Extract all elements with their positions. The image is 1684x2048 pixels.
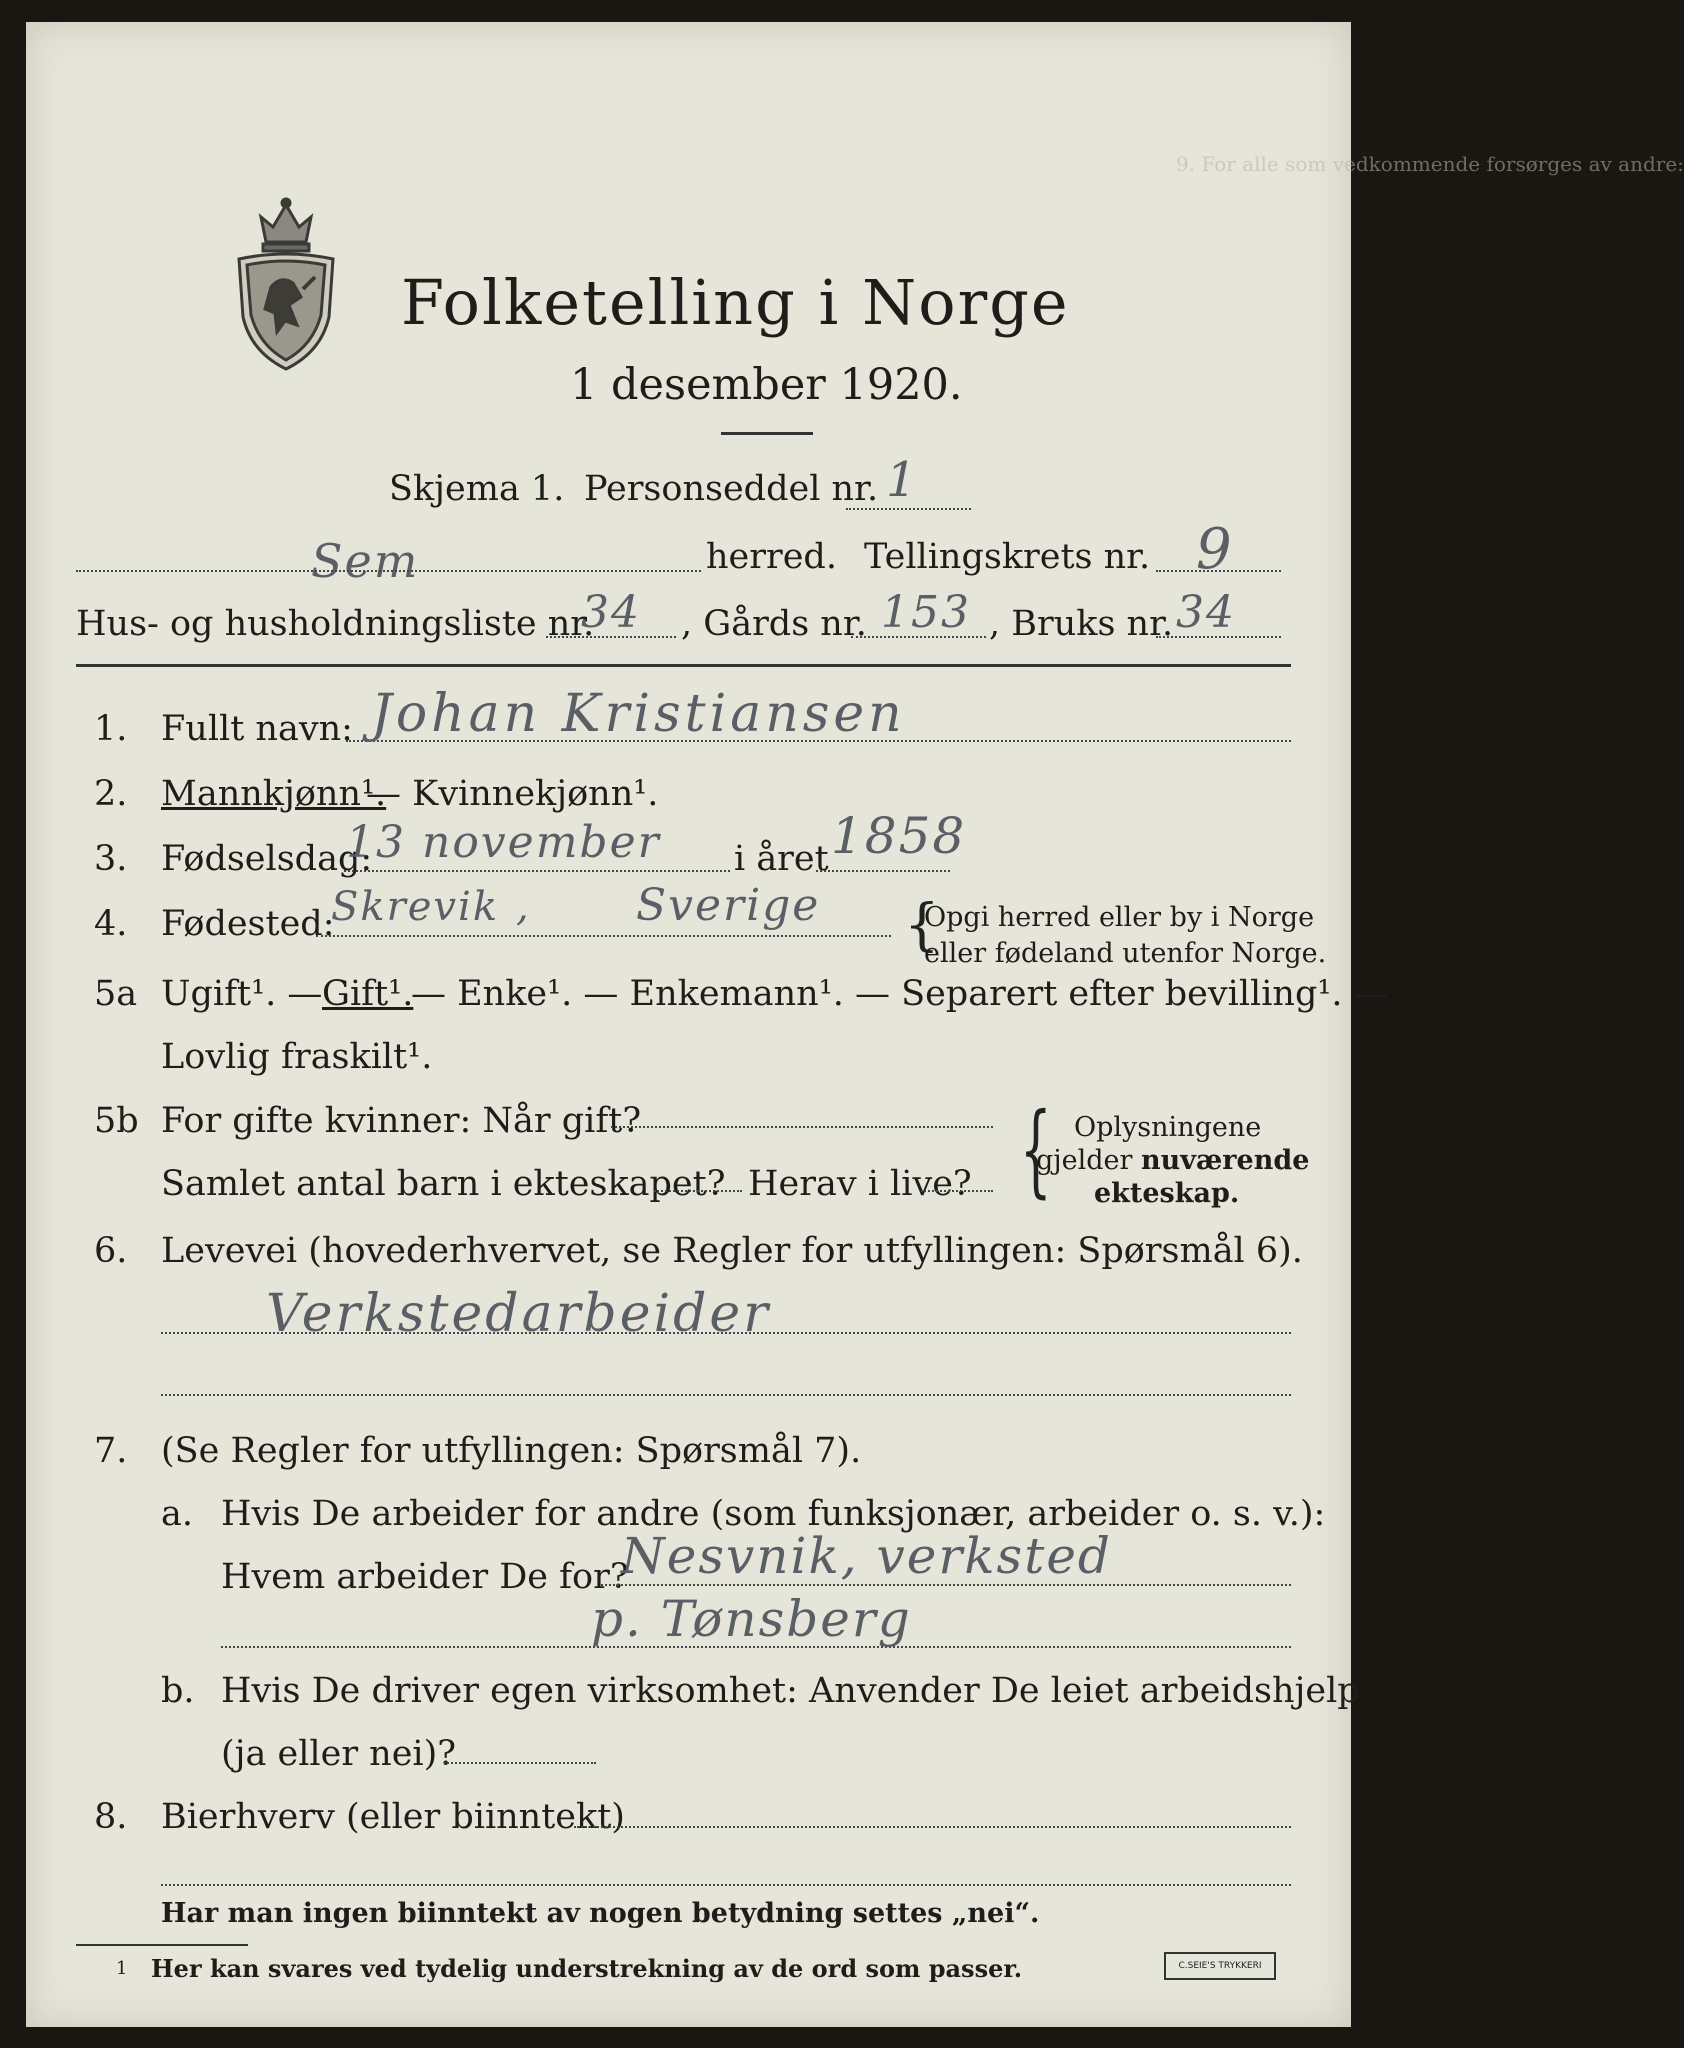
q5b-note-line3: ekteskap. (1094, 1178, 1240, 1209)
personseddel-field[interactable] (846, 508, 971, 510)
q5a-fraskilt-option[interactable]: Lovlig fraskilt¹. (161, 1037, 433, 1077)
full-name-value: Johan Kristiansen (371, 684, 906, 744)
q5b-number: 5b (94, 1101, 139, 1141)
herred-value: Sem (311, 534, 420, 588)
q7-label: (Se Regler for utfyllingen: Spørsmål 7). (161, 1431, 862, 1471)
personseddel-label: Personseddel nr. (584, 469, 879, 509)
birthplace-field[interactable] (316, 935, 891, 937)
q7-number: 7. (94, 1431, 128, 1471)
q4-label: Fødested: (161, 904, 335, 944)
q1-number: 1. (94, 709, 128, 749)
birthplace-value: Skrevik (331, 884, 500, 930)
note-brace: { (904, 893, 940, 958)
birthday-field[interactable] (344, 870, 730, 872)
q7a-line1: Hvis De arbeider for andre (som funksjonær, arbeider o. s. v.): (221, 1494, 1326, 1534)
bleed-through-text: 9. For alle som vedkommende forsørges av andre: (1176, 152, 1684, 176)
skjema-label: Skjema 1. (389, 469, 565, 509)
printer-stamp: C.SEIE'S TRYKKERI (1164, 1952, 1276, 1980)
q6-label: Levevei (hovederhvervet, se Regler for utfyllingen: Spørsmål 6). (161, 1231, 1303, 1271)
married-when-field[interactable] (611, 1126, 993, 1128)
occupation-field[interactable] (161, 1332, 1291, 1334)
footnote-text: Her kan svares ved tydelig understrekning av de ord som passer. (151, 1954, 1023, 1983)
q4-note-line1: Opgi herred eller by i Norge (924, 902, 1315, 933)
note-brace-5b: { (1019, 1091, 1052, 1208)
footnote-rule (76, 1944, 248, 1946)
census-form-sheet (26, 22, 1684, 2027)
q3-label: Fødselsdag: (161, 839, 373, 879)
q6-number: 6. (94, 1231, 128, 1271)
q5a-other-options[interactable]: — Enke¹. — Enkemann¹. — Separert efter bevilling¹. — (411, 974, 1389, 1014)
birthplace-comma: , (516, 884, 531, 930)
q5a-number: 5a (94, 974, 138, 1014)
bruks-value: 34 (1176, 587, 1236, 638)
herred-label: herred. (706, 537, 837, 577)
header-separator (76, 664, 1291, 667)
q4-note-line2: eller fødeland utenfor Norge. (924, 938, 1327, 969)
q8-label: Bierhverv (eller biinntekt) (161, 1797, 625, 1837)
q3-number: 3. (94, 839, 128, 879)
q5b-note-line1: Oplysningene (1074, 1112, 1262, 1143)
q5b-note-line2: gjelder nuværende (1036, 1145, 1310, 1176)
census-date: 1 desember 1920. (570, 360, 963, 410)
q5b-children-label: Samlet antal barn i ekteskapet? (161, 1164, 726, 1204)
q5b-married-when-label: For gifte kvinner: Når gift? (161, 1101, 642, 1141)
q7a-employer-label: Hvem arbeider De for? (221, 1557, 629, 1597)
employer-value-line2: p. Tønsberg (591, 1590, 912, 1648)
no-income-note: Har man ingen biinntekt av nogen betydning settes „nei“. (161, 1898, 1040, 1929)
birth-year-field[interactable] (816, 870, 950, 872)
q2-number: 2. (94, 774, 128, 814)
husliste-value: 34 (581, 587, 641, 638)
q7a-letter: a. (161, 1494, 193, 1534)
side-income-field[interactable] (574, 1826, 1291, 1828)
hired-help-field[interactable] (444, 1762, 596, 1764)
q5a-gift-option[interactable]: Gift¹. (322, 974, 414, 1014)
birth-year-value: 1858 (831, 807, 967, 865)
gards-value: 153 (881, 587, 971, 638)
q5a-ugift-option[interactable]: Ugift¹. — (161, 974, 323, 1014)
q8-number: 8. (94, 1797, 128, 1837)
q7b-line2: (ja eller nei)? (221, 1734, 457, 1774)
q5b-alive-label: Herav i live? (748, 1164, 972, 1204)
bruks-label: , Bruks nr. (989, 604, 1174, 644)
side-income-field-2[interactable] (161, 1884, 1291, 1886)
tellingskrets-value: 9 (1196, 517, 1234, 582)
q7b-line1: Hvis De driver egen virksomhet: Anvender De leiet arbeidshjelp (221, 1671, 1360, 1711)
tellingskrets-label: Tellingskrets nr. (864, 537, 1151, 577)
husliste-label: Hus- og husholdningsliste nr. (76, 604, 595, 644)
footnote-mark: 1 (116, 1958, 128, 1979)
herred-field[interactable] (76, 570, 701, 572)
q2-kvinnekjonn-option[interactable]: — Kvinnekjønn¹. (366, 774, 659, 814)
title-divider (721, 432, 813, 435)
occupation-value: Verkstedarbeider (266, 1284, 772, 1344)
q7b-letter: b. (161, 1671, 195, 1711)
coat-of-arms-icon (231, 197, 341, 372)
children-alive-field[interactable] (921, 1190, 993, 1192)
q3-year-label: i året (734, 839, 829, 879)
gards-label: , Gårds nr. (681, 604, 867, 644)
q2-mannkjonn-option[interactable]: Mannkjønn¹. (161, 774, 387, 814)
q4-number: 4. (94, 904, 128, 944)
q1-label: Fullt navn: (161, 709, 353, 749)
personseddel-value: 1 (886, 452, 919, 508)
birthday-value: 13 november (346, 817, 661, 868)
birthplace-country: Sverige (636, 880, 821, 931)
form-title: Folketelling i Norge (401, 266, 1070, 339)
children-count-field[interactable] (654, 1190, 742, 1192)
employer-value-line1: Nesvnik, verksted (621, 1527, 1112, 1585)
occupation-field-2[interactable] (161, 1394, 1291, 1396)
